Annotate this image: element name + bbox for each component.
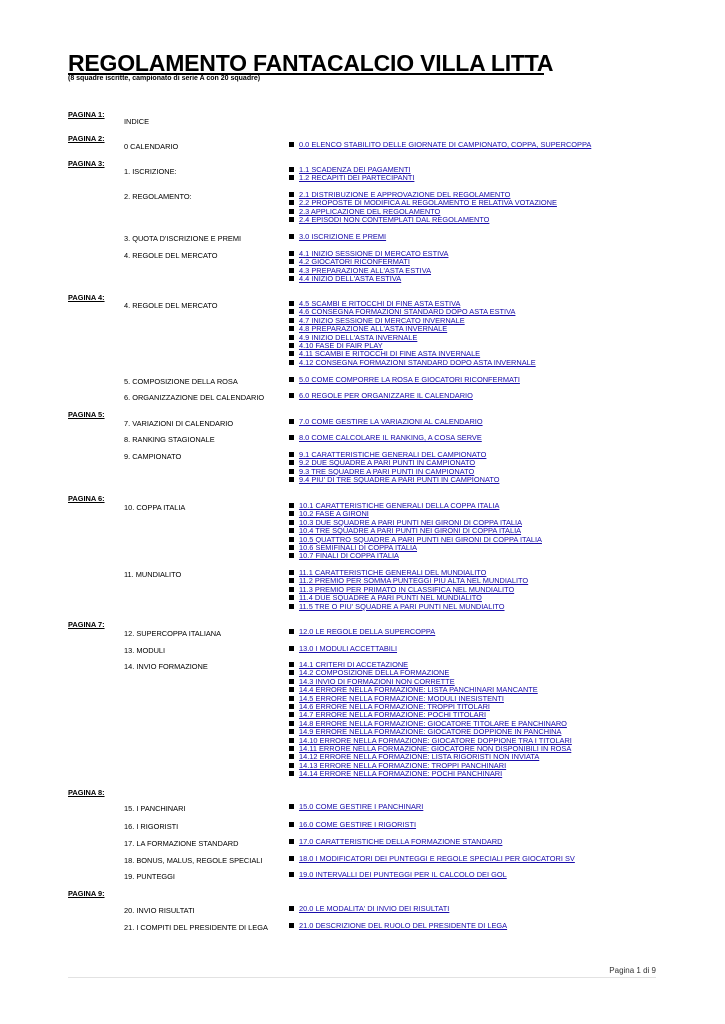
square-bullet-icon — [289, 629, 294, 634]
page-label: PAGINA 9: — [68, 889, 105, 898]
section-links — [289, 838, 502, 846]
section-links — [289, 905, 449, 913]
toc-entry — [289, 359, 536, 367]
section-links — [289, 661, 572, 778]
section-title: 3. QUOTA D'ISCRIZIONE E PREMI — [124, 234, 242, 243]
toc-entry — [289, 233, 386, 241]
toc-link[interactable]: 4.8 PREPARAZIONE ALL'ASTA INVERNALE — [299, 324, 448, 334]
toc-entry — [289, 838, 502, 846]
square-bullet-icon — [289, 856, 294, 861]
toc-link[interactable]: 8.0 COME CALCOLARE IL RANKING, A COSA SERVE — [299, 433, 482, 442]
square-bullet-icon — [289, 704, 294, 709]
section-title: 19. PUNTEGGI — [124, 872, 175, 881]
square-bullet-icon — [289, 804, 294, 809]
square-bullet-icon — [289, 746, 294, 751]
toc-link[interactable]: 4.7 INIZIO SESSIONE DI MERCATO INVERNALE — [299, 315, 465, 325]
square-bullet-icon — [289, 234, 294, 239]
square-bullet-icon — [289, 570, 294, 575]
square-bullet-icon — [289, 326, 294, 331]
square-bullet-icon — [289, 670, 294, 675]
section-links — [289, 628, 435, 636]
toc-link[interactable]: 4.1 INIZIO SESSIONE DI MERCATO ESTIVA — [299, 249, 449, 258]
square-bullet-icon — [289, 696, 294, 701]
toc-entry — [289, 645, 397, 653]
square-bullet-icon — [289, 469, 294, 474]
section-links — [289, 569, 528, 611]
section-links — [289, 855, 575, 863]
section-links — [289, 166, 414, 183]
index-label: INDICE — [124, 117, 150, 126]
toc-link[interactable]: 6.0 REGOLE PER ORGANIZZARE IL CALENDARIO — [299, 391, 473, 400]
square-bullet-icon — [289, 318, 294, 323]
toc-link[interactable]: 1.2 RECAPITI DEI PARTECIPANTI — [299, 173, 415, 183]
square-bullet-icon — [289, 839, 294, 844]
square-bullet-icon — [289, 192, 294, 197]
toc-link[interactable]: 7.0 COME GESTIRE LA VARIAZIONI AL CALENDARIO — [299, 417, 483, 426]
toc-entry — [289, 803, 423, 811]
square-bullet-icon — [289, 217, 294, 222]
toc-link[interactable]: 2.3 APPLICAZIONE DEL REGOLAMENTO — [299, 206, 441, 216]
toc-link[interactable]: 14.11 ERRORE NELLA FORMAZIONE: GIOCATORE NON DISPONIBILI IN ROSA — [299, 743, 572, 753]
square-bullet-icon — [289, 646, 294, 651]
toc-entry — [289, 141, 591, 149]
toc-link[interactable]: 14.3 INVIO DI FORMAZIONI NON CORRETTE — [299, 676, 455, 686]
toc-link[interactable]: 4.3 PREPARAZIONE ALL'ASTA ESTIVA — [299, 265, 432, 275]
section-title: 6. ORGANIZZAZIONE DEL CALENDARIO — [124, 393, 265, 402]
page-label: PAGINA 7: — [68, 620, 105, 629]
section-links — [289, 392, 473, 400]
square-bullet-icon — [289, 452, 294, 457]
toc-link[interactable]: 14.9 ERRORE NELLA FORMAZIONE: GIOCATORE DOPPIONE IN PANCHINA — [299, 727, 562, 737]
section-title: 16. I RIGORISTI — [124, 822, 179, 831]
section-title: 11. MUNDIALITO — [124, 570, 182, 579]
toc-entry — [289, 922, 507, 930]
toc-link[interactable]: 14.5 ERRORE NELLA FORMAZIONE: MODULI INESISTENTI — [299, 693, 504, 703]
toc-entry — [289, 476, 499, 484]
square-bullet-icon — [289, 301, 294, 306]
toc-link[interactable]: 10.3 DUE SQUADRE A PARI PUNTI NEI GIRONI DI COPPA ITALIA — [299, 517, 523, 527]
toc-entry — [289, 855, 575, 863]
toc-link[interactable]: 3.0 ISCRIZIONE E PREMI — [299, 232, 387, 241]
square-bullet-icon — [289, 679, 294, 684]
section-title: 7. VARIAZIONI DI CALENDARIO — [124, 419, 234, 428]
toc-entry — [289, 216, 557, 224]
toc-entry — [289, 770, 572, 778]
square-bullet-icon — [289, 923, 294, 928]
toc-link[interactable]: 14.10 ERRORE NELLA FORMAZIONE: GIOCATORE DOPPIONE TRA I TITOLARI — [299, 735, 572, 745]
square-bullet-icon — [289, 754, 294, 759]
document-subtitle: (8 squadre iscritte, campionato di serie A con 20 squadre) — [68, 75, 261, 82]
square-bullet-icon — [289, 351, 294, 356]
toc-link[interactable]: 20.0 LE MODALITA' DI INVIO DEI RISULTATI — [299, 904, 450, 913]
section-title: 18. BONUS, MALUS, REGOLE SPECIALI — [124, 856, 263, 865]
toc-link[interactable]: 14.13 ERRORE NELLA FORMAZIONE: TROPPI PANCHINARI — [299, 760, 507, 770]
toc-entry — [289, 905, 449, 913]
section-links — [289, 871, 507, 879]
section-title: 17. LA FORMAZIONE STANDARD — [124, 839, 239, 848]
square-bullet-icon — [289, 268, 294, 273]
toc-link[interactable]: 9.3 TRE SQUADRE A PARI PUNTI IN CAMPIONATO — [299, 466, 475, 476]
toc-link[interactable]: 21.0 DESCRIZIONE DEL RUOLO DEL PRESIDENTE DI LEGA — [299, 921, 508, 930]
toc-link[interactable]: 9.1 CARATTERISTICHE GENERALI DEL CAMPIONATO — [299, 450, 487, 459]
section-title: 9. CAMPIONATO — [124, 452, 182, 461]
square-bullet-icon — [289, 721, 294, 726]
toc-entry — [289, 434, 482, 442]
toc-link[interactable]: 11.4 DUE SQUADRE A PARI PUNTI NEL MUNDIALITO — [299, 593, 482, 603]
square-bullet-icon — [289, 167, 294, 172]
toc-link[interactable]: 16.0 COME GESTIRE I RIGORISTI — [299, 820, 417, 829]
page-label: PAGINA 1: — [68, 110, 105, 119]
toc-link[interactable]: 2.4 EPISODI NON CONTEMPLATI DAL REGOLAMENTO — [299, 215, 490, 225]
square-bullet-icon — [289, 822, 294, 827]
square-bullet-icon — [289, 528, 294, 533]
square-bullet-icon — [289, 687, 294, 692]
toc-entry — [289, 418, 483, 426]
page-label: PAGINA 2: — [68, 134, 105, 143]
section-links — [289, 250, 449, 284]
toc-link[interactable]: 14.2 COMPOSIZIONE DELLA FORMAZIONE — [299, 668, 450, 678]
toc-link[interactable]: 19.0 INTERVALLI DEI PUNTEGGI PER IL CALCOLO DEI GOL — [299, 870, 507, 879]
page-label: PAGINA 3: — [68, 159, 105, 168]
square-bullet-icon — [289, 435, 294, 440]
section-title: 8. RANKING STAGIONALE — [124, 435, 215, 444]
toc-link[interactable]: 14.8 ERRORE NELLA FORMAZIONE: GIOCATORE TITOLARE E PANCHINARO — [299, 718, 567, 728]
square-bullet-icon — [289, 251, 294, 256]
section-links — [289, 645, 397, 653]
toc-link[interactable]: 0.0 ELENCO STABILITO DELLE GIORNATE DI CAMPIONATO, COPPA, SUPERCOPPA — [299, 140, 592, 149]
toc-link[interactable]: 10.2 FASE A GIRONI — [299, 509, 369, 519]
square-bullet-icon — [289, 662, 294, 667]
toc-link[interactable]: 1.1 SCADENZA DEI PAGAMENTI — [299, 165, 411, 174]
toc-link[interactable]: 10.1 CARATTERISTICHE GENERALI DELLA COPPA ITALIA — [299, 501, 500, 510]
square-bullet-icon — [289, 259, 294, 264]
toc-link[interactable]: 11.1 CARATTERISTICHE GENERALI DEL MUNDIALITO — [299, 568, 487, 577]
toc-entry — [289, 376, 520, 384]
section-title: 1. ISCRIZIONE: — [124, 167, 177, 176]
toc-entry — [289, 392, 473, 400]
footer-divider — [68, 977, 656, 978]
square-bullet-icon — [289, 460, 294, 465]
toc-link[interactable]: 4.5 SCAMBI E RITOCCHI DI FINE ASTA ESTIVA — [299, 299, 461, 308]
section-title: 20. INVIO RISULTATI — [124, 906, 195, 915]
square-bullet-icon — [289, 537, 294, 542]
toc-link[interactable]: 4.12 CONSEGNA FORMAZIONI STANDARD DOPO ASTA INVERNALE — [299, 357, 536, 367]
section-links — [289, 191, 557, 225]
toc-entry — [289, 174, 414, 182]
square-bullet-icon — [289, 503, 294, 508]
section-links — [289, 300, 536, 367]
square-bullet-icon — [289, 553, 294, 558]
page-label: PAGINA 8: — [68, 788, 105, 797]
toc-link[interactable]: 11.5 TRE O PIU' SQUADRE A PARI PUNTI NEL MUNDIALITO — [299, 601, 505, 611]
toc-link[interactable]: 2.2 PROPOSTE DI MODIFICA AL REGOLAMENTO E RELATIVA VOTAZIONE — [299, 198, 557, 208]
section-title: 2. REGOLAMENTO: — [124, 192, 192, 201]
square-bullet-icon — [289, 604, 294, 609]
section-title: 14. INVIO FORMAZIONE — [124, 662, 208, 671]
toc-link[interactable]: 14.6 ERRORE NELLA FORMAZIONE: TROPPI TITOLARI — [299, 701, 490, 711]
square-bullet-icon — [289, 511, 294, 516]
square-bullet-icon — [289, 142, 294, 147]
section-links — [289, 821, 416, 829]
square-bullet-icon — [289, 276, 294, 281]
toc-link[interactable]: 5.0 COME COMPORRE LA ROSA E GIOCATORI RICONFERMATI — [299, 375, 520, 384]
toc-link[interactable]: 4.9 INIZIO DELL'ASTA INVERNALE — [299, 332, 418, 342]
section-title: 4. REGOLE DEL MERCATO — [124, 251, 218, 260]
square-bullet-icon — [289, 729, 294, 734]
section-title: 15. I PANCHINARI — [124, 804, 186, 813]
square-bullet-icon — [289, 377, 294, 382]
toc-link[interactable]: 18.0 I MODIFICATORI DEI PUNTEGGI E REGOLE SPECIALI PER GIOCATORI SV — [299, 854, 575, 863]
page-label: PAGINA 6: — [68, 494, 105, 503]
toc-link[interactable]: 13.0 I MODULI ACCETTABILI — [299, 644, 398, 653]
section-title: 10. COPPA ITALIA — [124, 503, 186, 512]
toc-link[interactable]: 11.3 PREMIO PER PRIMATO IN CLASSIFICA NEL MUNDIALITO — [299, 584, 515, 594]
toc-link[interactable]: 10.5 QUATTRO SQUADRE A PARI PUNTI NEI GIRONI DI COPPA ITALIA — [299, 534, 542, 544]
toc-link[interactable]: 4.2 GIOCATORI RICONFERMATI — [299, 257, 410, 267]
page-label: PAGINA 4: — [68, 293, 105, 302]
section-title: 0 CALENDARIO — [124, 142, 179, 151]
toc-link[interactable]: 14.1 CRITERI DI ACCETAZIONE — [299, 660, 409, 669]
square-bullet-icon — [289, 209, 294, 214]
square-bullet-icon — [289, 595, 294, 600]
square-bullet-icon — [289, 309, 294, 314]
square-bullet-icon — [289, 872, 294, 877]
toc-link[interactable]: 2.1 DISTRIBUZIONE E APPROVAZIONE DEL REGOLAMENTO — [299, 190, 511, 199]
toc-entry — [289, 275, 449, 283]
section-title: 5. COMPOSIZIONE DELLA ROSA — [124, 377, 238, 386]
toc-link[interactable]: 4.10 FASE DI FAIR PLAY — [299, 340, 383, 350]
square-bullet-icon — [289, 335, 294, 340]
square-bullet-icon — [289, 578, 294, 583]
square-bullet-icon — [289, 419, 294, 424]
toc-link[interactable]: 4.6 CONSEGNA FORMAZIONI STANDARD DOPO ASTA ESTIVA — [299, 307, 516, 317]
section-links — [289, 376, 520, 384]
toc-entry — [289, 821, 416, 829]
square-bullet-icon — [289, 343, 294, 348]
toc-link[interactable]: 14.14 ERRORE NELLA FORMAZIONE: POCHI PANCHINARI — [299, 769, 503, 779]
toc-link[interactable]: 11.2 PREMIO PER SOMMA PUNTEGGI PIU ALTA NEL MUNDIALITO — [299, 576, 529, 586]
square-bullet-icon — [289, 477, 294, 482]
toc-link[interactable]: 10.4 TRE SQUADRE A PARI PUNTI NEI GIRONI DI COPPA ITALIA — [299, 526, 522, 536]
toc-link[interactable]: 12.0 LE REGOLE DELLA SUPERCOPPA — [299, 627, 436, 636]
toc-link[interactable]: 14.7 ERRORE NELLA FORMAZIONE: POCHI TITOLARI — [299, 710, 487, 720]
toc-link[interactable]: 10.7 FINALI DI COPPA ITALIA — [299, 551, 399, 561]
toc-link[interactable]: 9.4 PIU' DI TRE SQUADRE A PARI PUNTI IN CAMPIONATO — [299, 475, 500, 485]
toc-link[interactable]: 10.6 SEMIFINALI DI COPPA ITALIA — [299, 542, 418, 552]
page-number: Pagina 1 di 9 — [609, 966, 656, 975]
section-title: 13. MODULI — [124, 646, 166, 655]
square-bullet-icon — [289, 360, 294, 365]
toc-entry — [289, 628, 435, 636]
square-bullet-icon — [289, 738, 294, 743]
section-links — [289, 502, 542, 561]
square-bullet-icon — [289, 906, 294, 911]
square-bullet-icon — [289, 175, 294, 180]
toc-link[interactable]: 4.11 SCAMBI E RITOCCHI DI FINE ASTA INVERNALE — [299, 349, 481, 359]
toc-entry — [289, 871, 507, 879]
toc-link[interactable]: 4.4 INIZIO DELL'ASTA ESTIVA — [299, 274, 402, 284]
square-bullet-icon — [289, 763, 294, 768]
toc-link[interactable]: 17.0 CARATTERISTICHE DELLA FORMAZIONE STANDARD — [299, 837, 503, 846]
section-links — [289, 233, 386, 241]
toc-entry — [289, 603, 528, 611]
square-bullet-icon — [289, 587, 294, 592]
section-title: 4. REGOLE DEL MERCATO — [124, 301, 218, 310]
square-bullet-icon — [289, 393, 294, 398]
section-links — [289, 803, 423, 811]
section-title: 21. I COMPITI DEL PRESIDENTE DI LEGA — [124, 923, 268, 932]
square-bullet-icon — [289, 545, 294, 550]
square-bullet-icon — [289, 200, 294, 205]
page-label: PAGINA 5: — [68, 410, 105, 419]
section-title: 12. SUPERCOPPA ITALIANA — [124, 629, 222, 638]
toc-link[interactable]: 9.2 DUE SQUADRE A PARI PUNTI IN CAMPIONATO — [299, 458, 476, 468]
section-links — [289, 451, 499, 485]
section-links — [289, 418, 483, 426]
toc-link[interactable]: 14.4 ERRORE NELLA FORMAZIONE: LISTA PANCHINARI MANCANTE — [299, 685, 538, 695]
toc-entry — [289, 552, 542, 560]
square-bullet-icon — [289, 712, 294, 717]
section-links — [289, 434, 482, 442]
square-bullet-icon — [289, 520, 294, 525]
document-title: REGOLAMENTO FANTACALCIO VILLA LITTA — [68, 50, 554, 76]
toc-link[interactable]: 14.12 ERRORE NELLA FORMAZIONE: LISTA RIGORISTI NON INVIATA — [299, 752, 540, 762]
square-bullet-icon — [289, 771, 294, 776]
section-links — [289, 141, 591, 149]
toc-link[interactable]: 15.0 COME GESTIRE I PANCHINARI — [299, 802, 424, 811]
section-links — [289, 922, 507, 930]
